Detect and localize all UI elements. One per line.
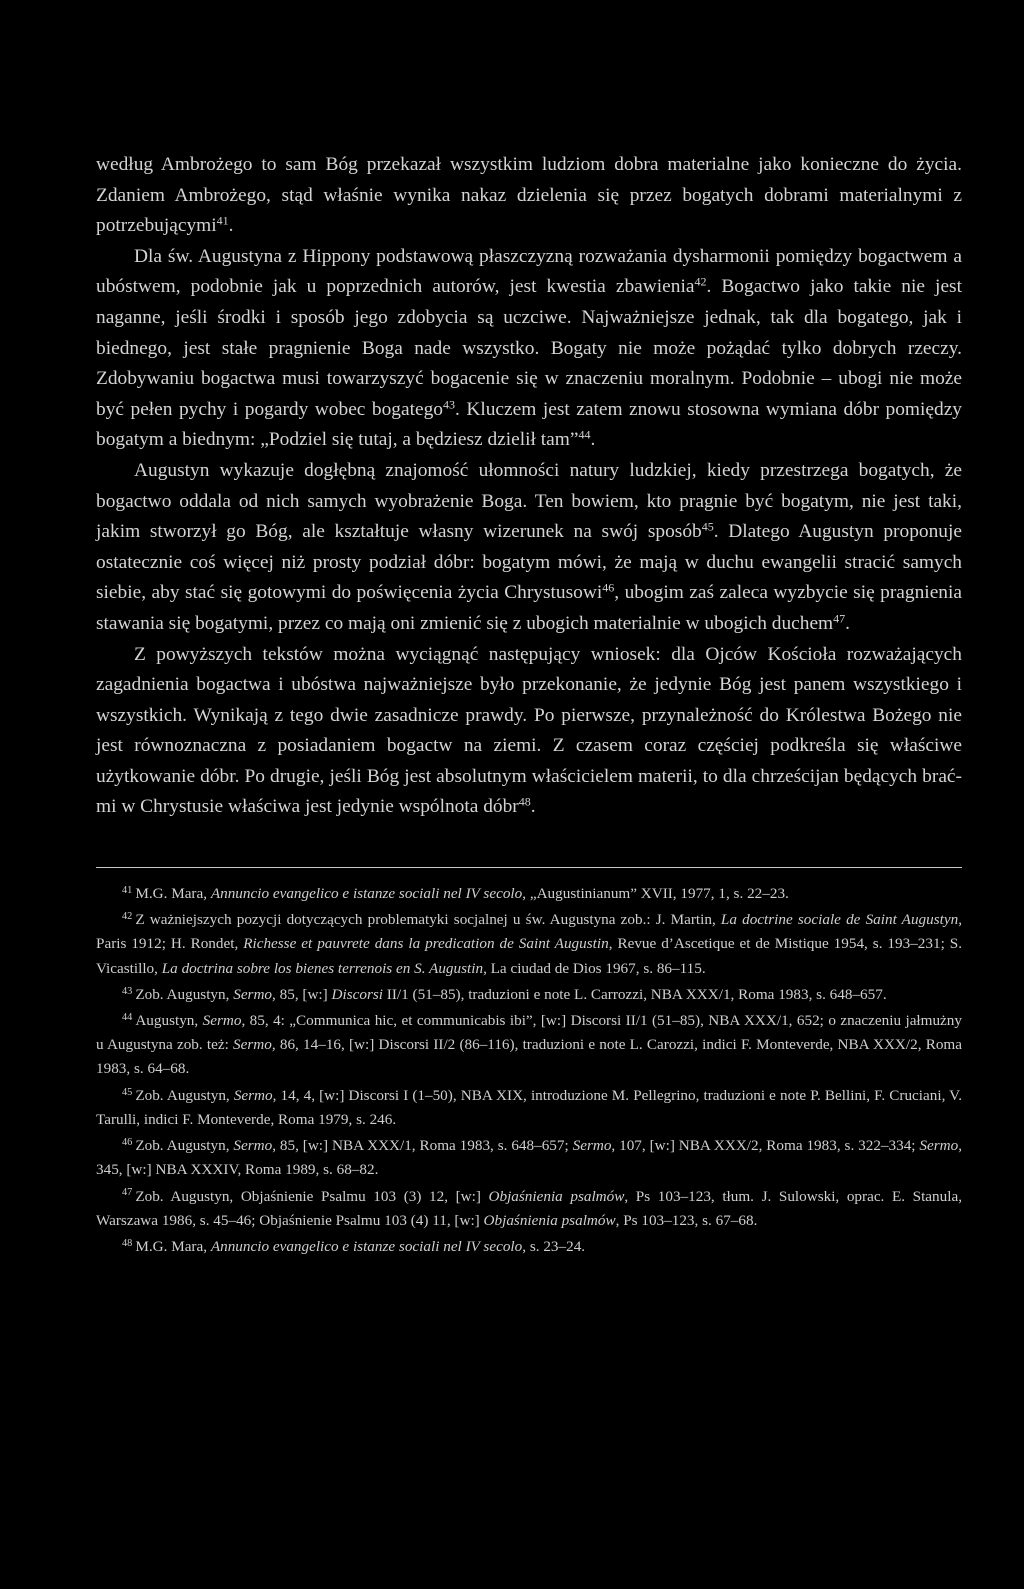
text-run: , „Augustinianum” XVII, 1977, 1, s. 22–23. [522, 885, 789, 903]
italic-title: La doctrine sociale de Saint Augustyn [720, 911, 959, 929]
italic-title: Objaśnienia psalmów [483, 1211, 616, 1229]
footnote-number: 41 [122, 884, 133, 896]
italic-title: Discorsi [331, 985, 383, 1003]
text-run: Zob. Augustyn, [135, 1086, 234, 1104]
italic-title: Richesse et pauvrete dans la predication de Saint Augustin [243, 935, 609, 953]
text-run: Augustyn, [135, 1012, 203, 1030]
paragraph [96, 640, 962, 824]
main-text [96, 150, 962, 823]
footnote [96, 983, 962, 1007]
text-run: . [590, 429, 596, 451]
footnote-number: 44 [122, 1011, 133, 1023]
text-run: , 14, 4, [w:] Discorsi I (1–50), NBA XIX, introduzione M. Pellegrino, traduzioni e note P. Bellini, F. Cruciani, V. Tarulli, indici F. Monteverde, Roma 1979, s. 246. [96, 1086, 962, 1128]
text-run: M.G. Mara, [135, 885, 211, 903]
footnote-reference: 41 [216, 213, 229, 228]
footnote-number: 46 [122, 1136, 133, 1148]
text-run: , Ps 103–123, tłum. J. Sulowski, oprac. E. Stanula, Warszawa 1986, s. 45–46; Objaśnienie Psalmu 103 (4) 11, [w:] [96, 1187, 962, 1229]
text-run: . [845, 612, 851, 634]
italic-title: Sermo [233, 1137, 273, 1155]
text-run: , ubogim zaś zaleca wyzbycie się pragnienia stawania się bogatymi, przez co mają oni zmienić się z ubogich materialnie w ubogich duchem [96, 582, 962, 634]
footnotes [96, 882, 962, 1259]
footnote [96, 1134, 962, 1182]
footnote-reference: 48 [518, 794, 531, 809]
text-run: Z powyższych tekstów można wyciągnąć następujący wniosek: dla Ojców Kościoła rozważających zagadnienia bogactwa i ubóstwa najważniejsze było przekonanie, że jedynie Bóg jest panem wszystkiego i wszystkich. Wynikają z tego dwie zasadnicze prawdy. Po pierwsze, przynależność do Królestwa Bożego nie jest równoznaczna z posiadaniem bogactw na ziemi. Z czasem coraz częściej podkreśla się właściwe użytkowanie dóbr. Po drugie, jeśli Bóg jest absolutnym właścicielem materii, to dla chrześcijan będących braćmi w Chrystusie właściwa jest jedynie wspólnota dóbr [96, 643, 962, 818]
footnote-reference: 43 [442, 397, 455, 412]
text-run: Zob. Augustyn, Objaśnienie Psalmu 103 (3) 12, [w:] [135, 1187, 489, 1205]
italic-title: La doctrina sobre los bienes terrenois en S. Augustin [161, 959, 484, 977]
italic-title: Annuncio evangelico e istanze sociali nel IV secolo [210, 885, 523, 903]
text-run: Dla św. Augustyna z Hippony podstawową płaszczyzną rozważania dysharmonii pomiędzy bogactwem a ubóstwem, podobnie jak u poprzednich autorów, jest kwestia zbawienia [96, 245, 962, 298]
text-run: , 85, 4: „Communica hic, et communicabis ibi”, [w:] Discorsi II/1 (51–85), NBA XXX/1, 652; o znaczeniu jałmużny u Augustyna zob. też: [96, 1012, 962, 1054]
footnote [96, 1009, 962, 1082]
footnote-reference: 47 [833, 611, 846, 626]
text-run: M.G. Mara, [135, 1237, 211, 1255]
footnote [96, 882, 962, 906]
text-run: , 85, [w:] NBA XXX/1, Roma 1983, s. 648–657; [272, 1137, 573, 1155]
italic-title: Sermo [233, 985, 273, 1003]
text-run: , s. 23–24. [522, 1237, 586, 1255]
footnote-reference: 46 [602, 580, 615, 595]
footnote-number: 48 [122, 1237, 133, 1249]
text-run: , 107, [w:] NBA XXX/2, Roma 1983, s. 322–334; [611, 1137, 920, 1155]
italic-title: Objaśnienia psalmów [488, 1187, 625, 1205]
paragraph [96, 242, 962, 456]
text-run: Zob. Augustyn, [135, 985, 234, 1003]
footnote-number: 47 [122, 1187, 133, 1199]
text-run: Z ważniejszych pozycji dotyczących problematyki socjalnej u św. Augustyna zob.: J. Martin, [135, 911, 721, 929]
italic-title: Annuncio evangelico e istanze sociali nel IV secolo [210, 1237, 523, 1255]
text-run: . Kluczem jest zatem znowu stosowna wymiana dóbr pomiędzy bogatym a biednym: „Podziel się tutaj, a będziesz dzielił tam” [96, 398, 962, 451]
text-run: , 85, [w:] [272, 985, 332, 1003]
text-run: , Revue d’Ascetique et de Mistique 1954, s. 193–231; S. Vicastillo, [96, 935, 962, 977]
footnote [96, 1084, 962, 1132]
text-run: II/1 (51–85), traduzioni e note L. Carrozzi, NBA XXX/1, Roma 1983, s. 648–657. [383, 985, 887, 1003]
footnote [96, 1185, 962, 1233]
text-run: , Paris 1912; H. Rondet, [96, 911, 962, 953]
italic-title: Sermo [919, 1137, 959, 1155]
italic-title: Sermo [202, 1012, 242, 1030]
footnote-reference: 42 [694, 274, 707, 289]
footnote-reference: 44 [578, 427, 591, 442]
text-run: . Bogactwo jako takie nie jest naganne, jeśli środki i sposób jego zdobycia są uczciwe. Najważniejsze jednak, tak dla bogatego, jak i biednego, jest stałe pragnienie Boga nade wszystko. Bogaty nie może pożądać tylko dobrych rzeczy. Zdobywaniu bogactwa musi towarzyszyć bogacenie się w znaczeniu moralnym. Podobnie – ubogi nie może być pełen pychy i pogardy wobec bogatego [96, 276, 962, 420]
footnote-reference: 45 [701, 519, 714, 534]
paragraph [96, 150, 962, 242]
italic-title: Sermo [233, 1036, 272, 1054]
text-run: , Ps 103–123, s. 67–68. [615, 1211, 758, 1229]
footnote-separator [96, 867, 962, 868]
footnote-number: 43 [122, 985, 133, 997]
text-run: . [530, 796, 536, 818]
text-run: . [228, 215, 234, 237]
text-run: według Ambrożego to sam Bóg przekazał wszystkim ludziom dobra materialne jako konieczne do życia. Zdaniem Ambrożego, stąd właśnie wynika nakaz dzielenia się przez bogatych dobrami materialnymi z potrzebującymi [96, 154, 962, 237]
text-run: , 86, 14–16, [w:] Discorsi II/2 (86–116), traduzioni e note L. Carozzi, indici F. Monteverde, NBA XXX/2, Roma 1983, s. 64–68. [96, 1036, 962, 1078]
paragraph [96, 456, 962, 640]
footnote-number: 45 [122, 1086, 133, 1098]
footnote [96, 1235, 962, 1259]
text-run: , La ciudad de Dios 1967, s. 86–115. [483, 959, 706, 977]
footnote-number: 42 [122, 911, 133, 923]
italic-title: Sermo [233, 1086, 273, 1104]
italic-title: Sermo [572, 1137, 612, 1155]
text-run: Zob. Augustyn, [135, 1137, 234, 1155]
text-run: Augustyn wykazuje dogłębną znajomość ułomności natury ludzkiej, kiedy przestrzega bogatych, że bogactwo oddala od nich samych wyobrażenie Boga. Ten bowiem, kto pragnie być bogatym, nie jest taki, jakim stworzył go Bóg, ale kształtuje własny wizerunek na swój sposób [96, 459, 962, 543]
footnote [96, 908, 962, 981]
text-run: . Dlatego Augustyn proponuje ostatecznie coś więcej niż prosty podział dóbr: bogatym mówi, że mają w duchu ewangelii stracić samych siebie, aby stać się gotowymi do poświęcenia życia Chrystusowi [96, 521, 962, 604]
book-page [96, 150, 962, 1261]
text-run: , 345, [w:] NBA XXXIV, Roma 1989, s. 68–82. [96, 1137, 963, 1179]
